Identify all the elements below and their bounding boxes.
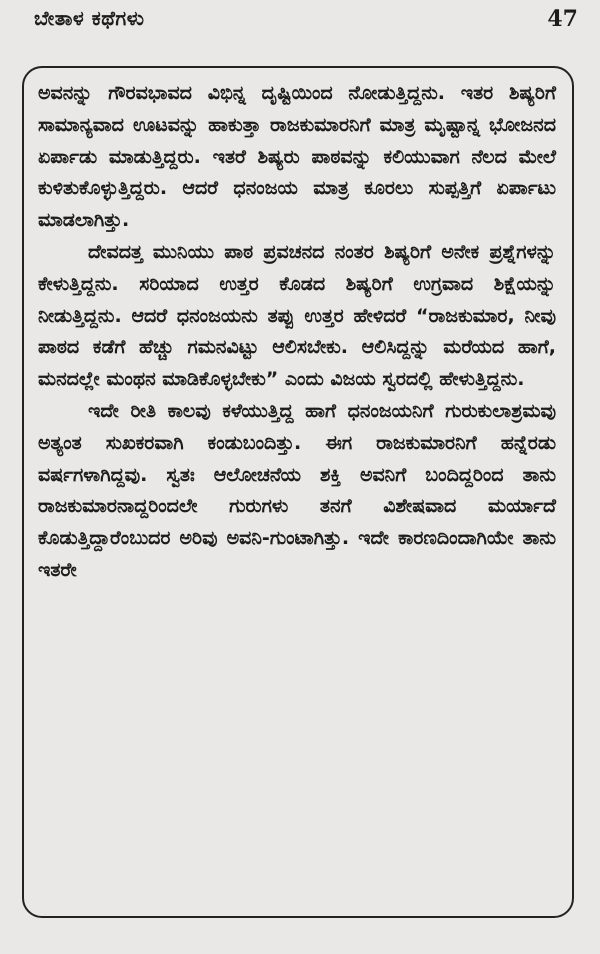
paragraph: ಅವನನ್ನು ಗೌರವಭಾವದ ವಿಭಿನ್ನ ದೃಷ್ಟಿಯಿಂದ ನೋಡುತ್ತಿದ್ದನು. ಇತರ ಶಿಷ್ಯರಿಗೆ ಸಾಮಾನ್ಯವಾದ ಊಟವನ್ನು ಹಾಕುತ್ತಾ ರಾಜಕುಮಾರನಿಗೆ ಮಾತ್ರ ಮೃಷ್ಟಾನ್ನ ಭೋಜನದ ಏರ್ಪಾಡು ಮಾಡುತ್ತಿದ್ದರು. ಇತರೆ ಶಿಷ್ಯರು ಪಾಠವನ್ನು ಕಲಿಯುವಾಗ ನೆಲದ ಮೇಲೆ ಕುಳಿತುಕೊಳ್ಳುತ್ತಿದ್ದರು. ಆದರೆ ಧನಂಜಯ ಮಾತ್ರ ಕೂರಲು ಸುಪ್ಪತ್ತಿಗೆ ಏರ್ಪಾಟು ಮಾಡಲಾಗಿತ್ತು. [38,82,556,232]
paragraph: ಇದೇ ರೀತಿ ಕಾಲವು ಕಳೆಯುತ್ತಿದ್ದ ಹಾಗೆ ಧನಂಜಯನಿಗೆ ಗುರುಕುಲಾಶ್ರಮವು ಅತ್ಯಂತ ಸುಖಕರವಾಗಿ ಕಂಡುಬಂದಿತ್ತು. ಈಗ ರಾಜಕುಮಾರನಿಗೆ ಹನ್ನೆರಡು ವರ್ಷಗಳಾಗಿದ್ದವು. ಸ್ವತಃ ಆಲೋಚನೆಯ ಶಕ್ತಿ ಅವನಿಗೆ ಬಂದಿದ್ದರಿಂದ ತಾನು ರಾಜಕುಮಾರನಾದ್ದರಿಂದಲೇ ಗುರುಗಳು ತನಗೆ ವಿಶೇಷವಾದ ಮರ್ಯಾದೆ ಕೊಡುತ್ತಿದ್ದಾರೆಂಬುದರ ಅರಿವು ಅವನಿ-ಗುಂಟಾಗಿತ್ತು. ಇದೇ ಕಾರಣದಿಂದಾಗಿಯೇ ತಾನು ಇತರೇ [38,399,556,581]
paragraph: ದೇವದತ್ತ ಮುನಿಯು ಪಾಠ ಪ್ರವಚನದ ನಂತರ ಶಿಷ್ಯರಿಗೆ ಅನೇಕ ಪ್ರಶ್ನೆಗಳನ್ನು ಕೇಳುತ್ತಿದ್ದನು. ಸರಿಯಾದ ಉತ್ತರ ಕೊಡದ ಶಿಷ್ಯರಿಗೆ ಉಗ್ರವಾದ ಶಿಕ್ಷೆಯನ್ನು ನೀಡುತ್ತಿದ್ದನು. ಆದರೆ ಧನಂಜಯನು ತಪ್ಪು ಉತ್ತರ ಹೇಳಿದರೆ “ರಾಜಕುಮಾರ, ನೀವು ಪಾಠದ ಕಡೆಗೆ ಹೆಚ್ಚು ಗಮನವಿಟ್ಟು ಆಲಿಸಬೇಕು. ಆಲಿಸಿದ್ದನ್ನು ಮರೆಯದ ಹಾಗೆ, ಮನದಲ್ಲೇ ಮಂಥನ ಮಾಡಿಕೊಳ್ಳಬೇಕು” ಎಂದು ವಿಜಯ ಸ್ವರದಲ್ಲಿ ಹೇಳುತ್ತಿದ್ದನು. [38,240,556,391]
page-header [0,0,600,46]
text-frame [22,66,574,918]
running-title: ಬೇತಾಳ ಕಥೆಗಳು [34,6,145,30]
page-number: 47 [547,6,578,32]
